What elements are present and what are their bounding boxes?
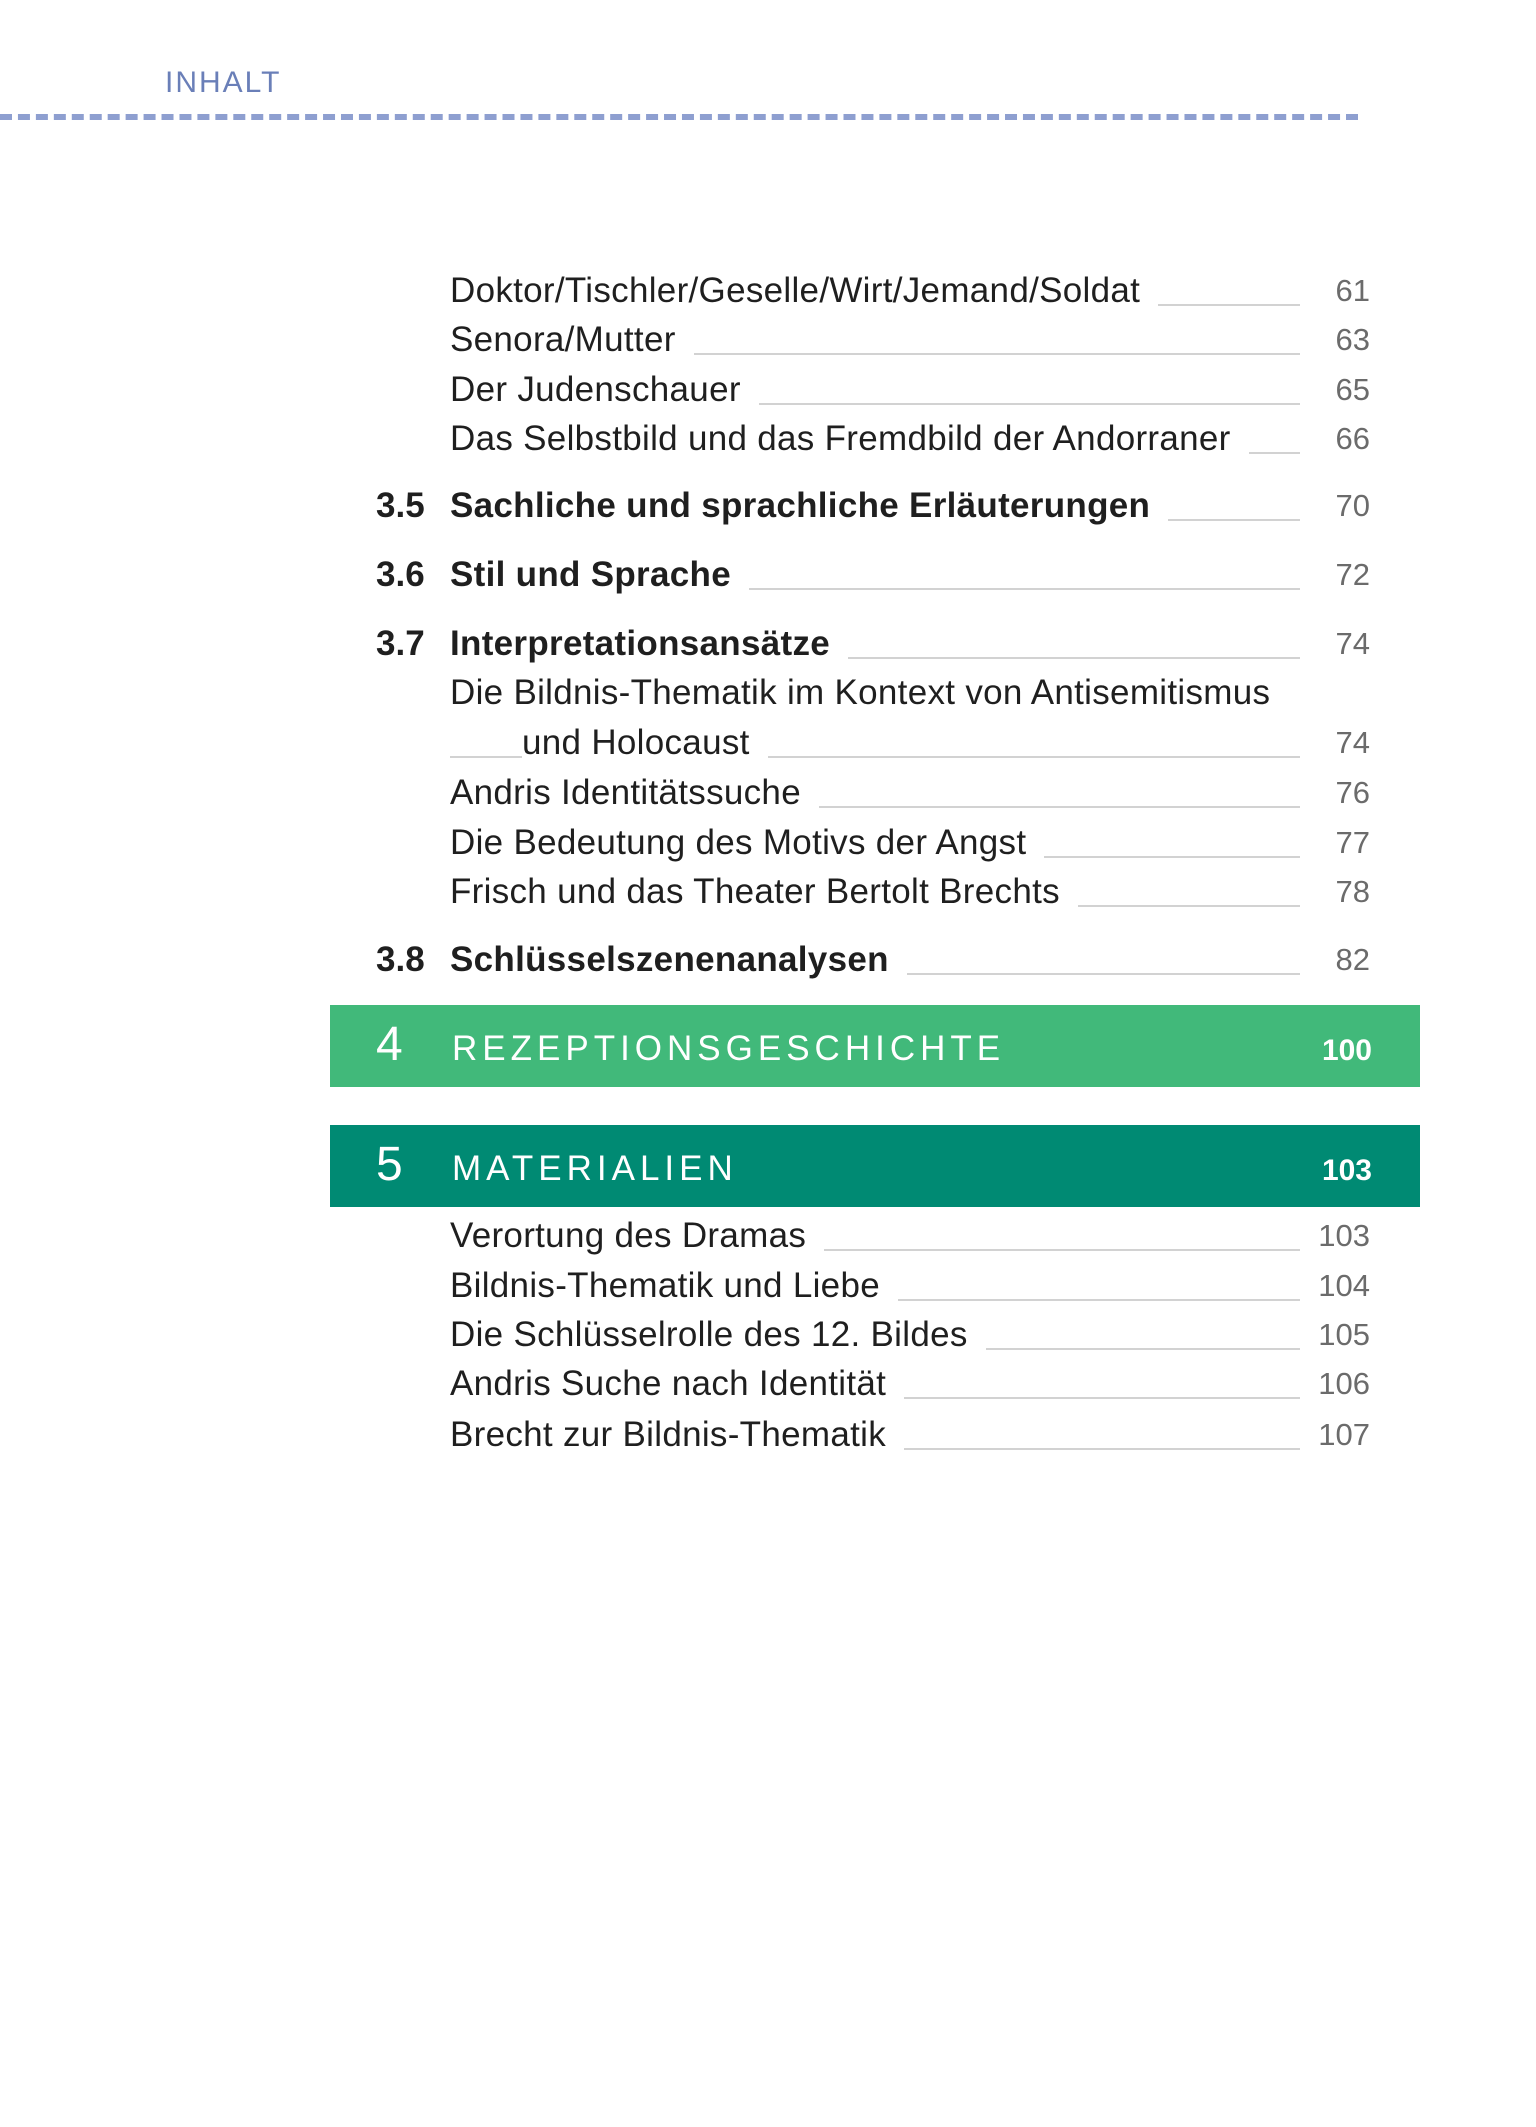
toc-entry[interactable] [0,1410,1420,1460]
toc-entry-title: Verortung des Dramas [450,1211,824,1261]
toc-entry-title-continued: und Holocaust [522,718,768,768]
section-page: 72 [1335,557,1370,592]
section-number: 3.7 [376,624,425,663]
toc-entry-title: Bildnis-Thematik und Liebe [450,1261,898,1311]
section-number: 3.6 [376,555,425,594]
toc-entry-page: 105 [1318,1317,1370,1352]
header-dashed-rule [0,114,1358,120]
toc-entry[interactable] [0,1310,1420,1360]
toc-entry-title: Andris Suche nach Identität [450,1359,904,1409]
section-page: 70 [1335,488,1370,523]
toc-entry-title: Senora/Mutter [450,315,694,365]
toc-section-3-7[interactable] [0,619,1420,669]
toc-entry-page: 66 [1335,421,1370,456]
chapter-title: REZEPTIONSGESCHICHTE [452,1029,1006,1068]
toc-entry-title: Frisch und das Theater Bertolt Brechts [450,867,1078,917]
toc-entry[interactable] [0,315,1420,365]
toc-entry-title: Der Judenschauer [450,365,759,415]
chapter-number: 4 [376,1018,403,1071]
toc-entry[interactable] [0,365,1420,415]
toc-entry-page: 77 [1335,825,1370,860]
toc-entry-page: 76 [1335,775,1370,810]
toc-entry-page: 61 [1335,273,1370,308]
toc-entry[interactable] [0,414,1420,464]
section-title: Sachliche und sprachliche Erläuterungen [450,481,1168,531]
toc-entry-page: 106 [1318,1366,1370,1401]
section-page: 74 [1335,626,1370,661]
toc-entry-page: 103 [1318,1218,1370,1253]
toc-entry-page: 74 [1335,725,1370,760]
toc-entry-line2[interactable] [0,718,1420,768]
toc-entry-page: 78 [1335,874,1370,909]
chapter-4-bar[interactable] [330,1005,1420,1087]
chapter-number: 5 [376,1138,403,1191]
toc-entry[interactable] [0,1359,1420,1409]
toc-section-3-8[interactable] [0,935,1420,985]
toc-entry[interactable] [0,1261,1420,1311]
toc-entry-line1[interactable] [0,668,1420,718]
section-number: 3.8 [376,940,425,979]
section-title: Interpretationsansätze [450,619,848,669]
toc-entry[interactable] [0,867,1420,917]
toc-entry-title: Doktor/Tischler/Geselle/Wirt/Jemand/Soldat [450,266,1158,316]
toc-entry-page: 104 [1318,1268,1370,1303]
toc-section-3-5[interactable] [0,481,1420,531]
section-number: 3.5 [376,486,425,525]
chapter-5-bar[interactable] [330,1125,1420,1207]
toc-entry-page: 65 [1335,372,1370,407]
toc-entry[interactable] [0,266,1420,316]
section-page: 82 [1335,942,1370,977]
toc-entry-page: 63 [1335,322,1370,357]
toc-entry-title: Die Bildnis-Thematik im Kontext von Antisemitismus [450,668,1288,718]
section-title: Stil und Sprache [450,550,749,600]
section-title: Schlüsselszenenanalysen [450,935,907,985]
toc-entry[interactable] [0,1211,1420,1261]
chapter-page: 100 [1321,1034,1372,1067]
toc-entry-page: 107 [1318,1417,1370,1452]
chapter-title: MATERIALIEN [452,1149,738,1188]
toc-entry[interactable] [0,818,1420,868]
page-header-label: INHALT [165,66,282,99]
toc-entry-title: Die Schlüsselrolle des 12. Bildes [450,1310,986,1360]
toc-entry[interactable] [0,768,1420,818]
toc-entry-title: Andris Identitätssuche [450,768,819,818]
toc-entry-title: Die Bedeutung des Motivs der Angst [450,818,1044,868]
chapter-page: 103 [1321,1154,1372,1187]
toc-section-3-6[interactable] [0,550,1420,600]
toc-entry-title: Brecht zur Bildnis-Thematik [450,1410,904,1460]
toc-entry-title: Das Selbstbild und das Fremdbild der Andorraner [450,414,1249,464]
